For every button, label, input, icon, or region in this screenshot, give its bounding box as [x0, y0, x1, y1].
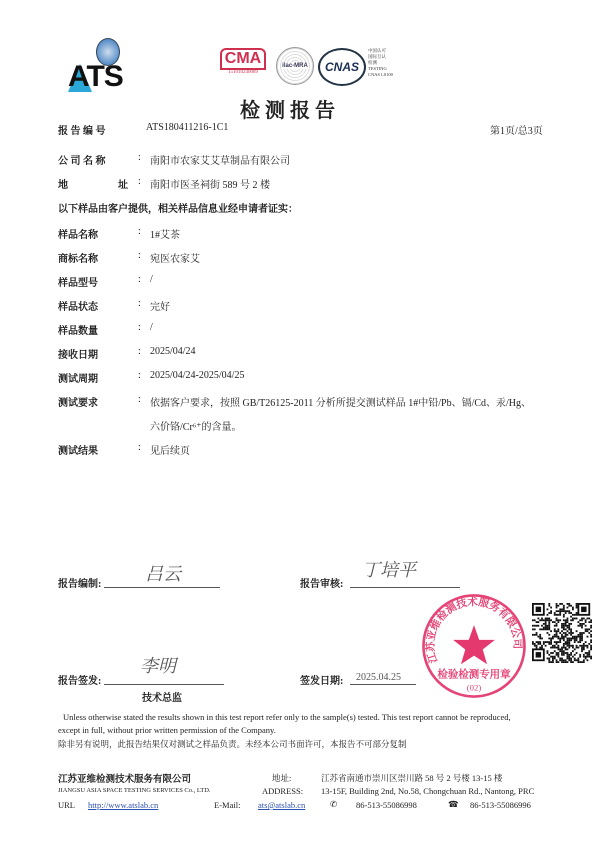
- field-value: /: [150, 274, 153, 285]
- date-label: 签发日期:: [300, 676, 344, 687]
- field-label: 样品名称: [58, 230, 98, 241]
- disclaimer-cn: 除非另有说明，此报告结果仅对测试之样品负责。未经本公司书面许可，本报告不可部分复制: [58, 739, 407, 749]
- address-label-cn: 地址:: [272, 773, 292, 783]
- page-title: 检 测 报 告: [240, 100, 335, 122]
- reviewed-line: [350, 587, 460, 588]
- phone-icon: ✆: [330, 799, 338, 809]
- prepared-line: [104, 587, 220, 588]
- footer-company-en: JIANGSU ASIA SPACE TESTING SERVICES Co., LTD.: [58, 787, 211, 794]
- report-no-label: 报 告 编 号: [58, 126, 106, 137]
- field-value: /: [150, 322, 153, 333]
- report-no: ATS180411216-1C1: [146, 122, 229, 133]
- field-label: 样品型号: [58, 278, 98, 289]
- issued-label: 报告签发:: [58, 676, 102, 687]
- date-line: [350, 684, 416, 685]
- email-link[interactable]: ats@atslab.cn: [258, 800, 306, 810]
- address-label: 地: [58, 180, 68, 191]
- field-label: 测试要求: [58, 398, 98, 409]
- svg-text:(02): (02): [466, 682, 482, 693]
- cnas-text: CNAS: [324, 60, 359, 74]
- company-name: 南阳市农家艾艾草制品有限公司: [150, 156, 290, 167]
- field-value: 见后续页: [150, 446, 190, 457]
- ilac-text: ilac-MRA: [282, 63, 308, 69]
- fax-icon: ☎: [448, 799, 459, 809]
- official-stamp: [420, 592, 528, 700]
- issued-signature: 李明: [140, 656, 176, 676]
- address-label-en: ADDRESS:: [262, 786, 304, 796]
- url-label: URL: [58, 800, 75, 810]
- field-value-cont: 六价铬/Cr⁶⁺的含量。: [150, 422, 242, 433]
- phone-number: 86-513-55086998: [356, 800, 417, 810]
- fax-number: 86-513-55086996: [470, 800, 531, 810]
- field-label: 接收日期: [58, 350, 98, 361]
- page-info: 第1页/总3页: [490, 126, 543, 137]
- disclaimer-en-1: Unless otherwise stated the results shown in this test report refer only to the sample(s) tested. This test report cannot be reproduced,: [63, 712, 511, 722]
- svg-text:检验检测专用章: 检验检测专用章: [437, 669, 511, 681]
- issued-title: 技术总监: [142, 693, 182, 704]
- cma-number: 151010240089: [228, 70, 258, 75]
- field-label: 测试周期: [58, 374, 98, 385]
- issued-line: [104, 684, 224, 685]
- cnas-logo: [318, 48, 366, 86]
- reviewed-label: 报告审核:: [300, 579, 344, 590]
- star-icon: [453, 625, 495, 664]
- reviewed-signature: 丁培平: [362, 560, 416, 580]
- disclaimer-en-2: except in full, without prior written permission of the Company.: [58, 725, 276, 735]
- field-label: 样品状态: [58, 302, 98, 313]
- field-value: 宛医农家艾: [150, 254, 200, 265]
- footer-company-cn: 江苏亚维检测技术服务有限公司: [58, 775, 192, 785]
- cma-text: CMA: [220, 48, 266, 70]
- field-label: 商标名称: [58, 254, 98, 265]
- address-value: 南阳市医圣祠街 589 号 2 楼: [150, 180, 270, 191]
- qr-code: [532, 603, 592, 663]
- footer-address-en: 13-15F, Building 2nd, No.58, Chongchuan Rd., Nantong, PRC: [321, 786, 535, 796]
- field-label: 样品数量: [58, 326, 98, 337]
- prepared-label: 报告编制:: [58, 579, 102, 590]
- field-value: 1#艾茶: [150, 230, 180, 241]
- field-value: 完好: [150, 302, 170, 313]
- company-label: 公 司 名 称: [58, 156, 106, 167]
- field-value: 2025/04/24: [150, 346, 196, 357]
- field-value: 依据客户要求，按照 GB/T26125-2011 分析所提交测试样品 1#中铅/Pb、镉/Cd、汞/Hg、: [150, 398, 532, 409]
- cnas-caption: 中国认可 国际互认 检测 TESTING CNAS L0100: [368, 48, 393, 77]
- date-value: 2025.04.25: [356, 672, 401, 683]
- field-label: 测试结果: [58, 446, 98, 457]
- url-link[interactable]: http://www.atslab.cn: [88, 800, 159, 810]
- email-label: E-Mail:: [214, 800, 241, 810]
- field-value: 2025/04/24-2025/04/25: [150, 370, 245, 381]
- cma-logo: [220, 48, 266, 82]
- footer-address-cn: 江苏省南通市崇川区崇川路 58 号 2 号楼 13-15 楼: [321, 773, 503, 783]
- prepared-signature: 吕云: [145, 564, 181, 584]
- logo-text: ATS: [68, 60, 123, 93]
- sample-notice: 以下样品由客户提供，相关样品信息业经申请者证实：: [58, 204, 298, 215]
- ats-logo: [66, 38, 150, 93]
- ilac-logo: [276, 47, 314, 85]
- svg-text:江苏亚维检测技术服务有限公司: 江苏亚维检测技术服务有限公司: [425, 597, 523, 665]
